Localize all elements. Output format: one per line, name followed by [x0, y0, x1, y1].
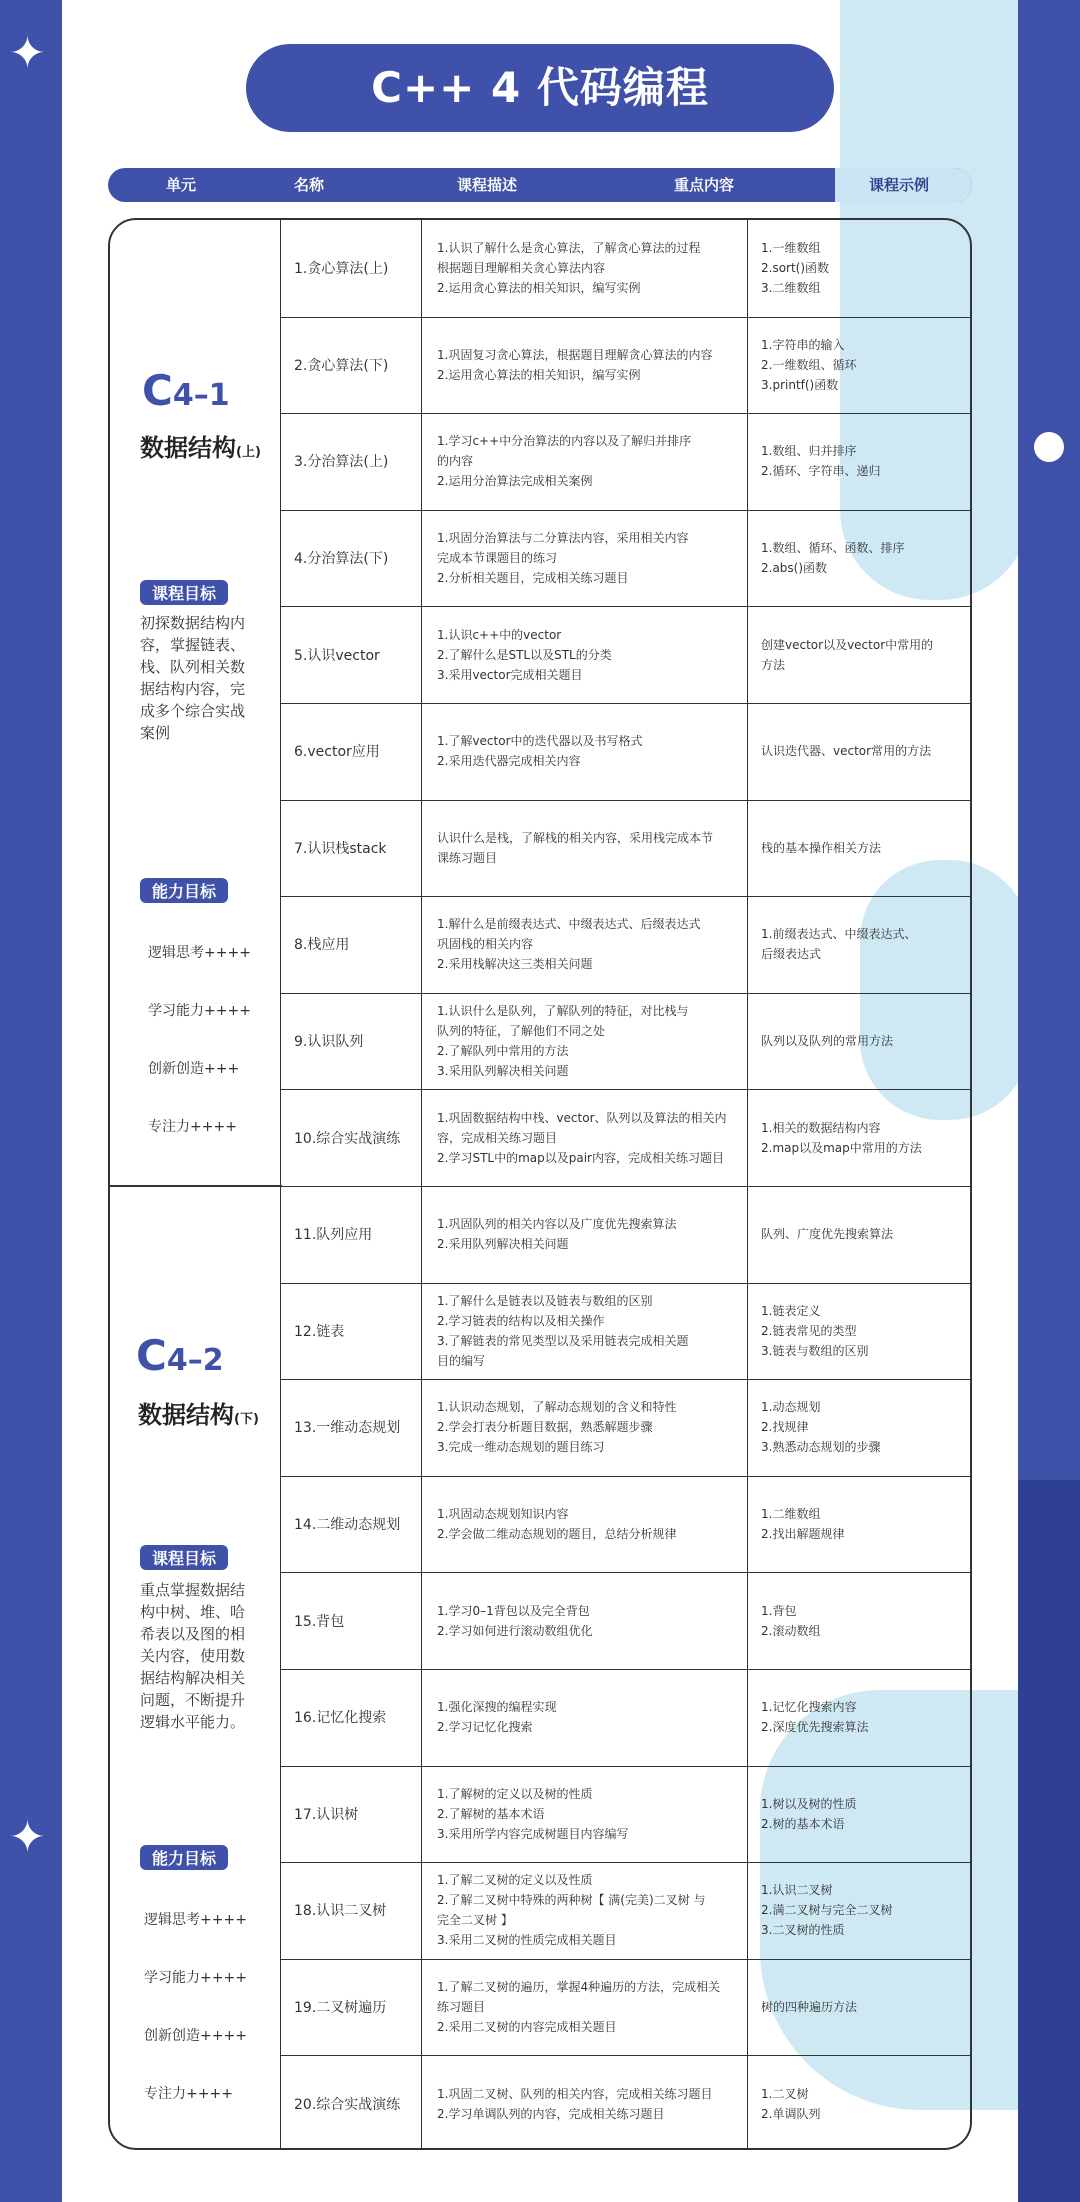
lesson-key-text: 栈的基本操作相关方法 — [761, 840, 882, 855]
lesson-desc — [421, 1766, 747, 1863]
lesson-key-text: 1.数组、归并排序 2.循环、字符串、递归 — [761, 444, 881, 479]
lesson-desc — [421, 1089, 747, 1186]
lesson-name-text: 10.综合实战演练 — [294, 1130, 401, 1147]
lesson-key — [747, 1283, 972, 1380]
lesson-name — [280, 1766, 421, 1863]
lesson-key — [747, 1186, 972, 1283]
lesson-desc-text: 1.巩固分治算法与二分算法内容，采用相关内容 完成本节课题目的练习 2.分析相关题目，完成相关练习题目 — [437, 531, 689, 586]
ability-goal-tag: 能力目标 — [140, 1845, 228, 1870]
lesson-key-text: 认识迭代器、vector常用的方法 — [761, 744, 932, 759]
lesson-key — [747, 2055, 972, 2150]
lesson-name-text: 4.分治算法(下) — [294, 551, 389, 568]
lesson-key-text: 1.二维数组 2.找出解题规律 — [761, 1507, 845, 1542]
lesson-name-text: 20.综合实战演练 — [294, 2096, 401, 2113]
lesson-name — [280, 896, 421, 993]
unit-title: 数据结构(下) — [138, 1401, 259, 1429]
lesson-name — [280, 1089, 421, 1186]
lesson-key — [747, 703, 972, 800]
header-name: 名称 — [293, 176, 325, 194]
sparkle-star-icon: ✦ — [9, 1812, 46, 1863]
unit-code: C4–1 — [142, 366, 230, 415]
ability-item: 专注力++++ — [148, 1119, 237, 1135]
lesson-desc-text: 1.了解二叉树的定义以及性质 2.了解二叉树中特殊的两种树【 满(完美)二叉树 与 完全二叉树 】 3.采用二叉树的性质完成相关题目 — [437, 1873, 706, 1948]
lesson-key-text: 1.记忆化搜索内容 2.深度优先搜索算法 — [761, 1700, 869, 1735]
lesson-desc-text: 1.学习c++中分治算法的内容以及了解归并排序 的内容 2.运用分治算法完成相关案例 — [437, 434, 692, 489]
lesson-name-text: 12.链表 — [294, 1323, 345, 1340]
lesson-key — [747, 1766, 972, 1863]
ability-item: 逻辑思考++++ — [148, 945, 251, 961]
lesson-key-text: 1.相关的数据结构内容 2.map以及map中常用的方法 — [761, 1120, 922, 1155]
lesson-key-text: 1.背包 2.滚动数组 — [761, 1603, 821, 1638]
lesson-key — [747, 896, 972, 993]
lesson-key-text: 创建vector以及vector中常用的 方法 — [761, 637, 934, 672]
lesson-name-text: 9.认识队列 — [294, 1034, 364, 1051]
lesson-name-text: 13.一维动态规划 — [294, 1420, 401, 1437]
lesson-desc-text: 1.了解树的定义以及树的性质 2.了解树的基本术语 3.采用所学内容完成树题目内容编写 — [437, 1786, 629, 1841]
lesson-name-text: 18.认识二叉树 — [294, 1903, 387, 1920]
page-title: C++ 4 代码编程 — [246, 44, 834, 132]
lesson-key-text: 树的四种遍历方法 — [761, 2000, 858, 2015]
lesson-name-text: 19.二叉树遍历 — [294, 2000, 387, 2017]
ability-list — [148, 910, 251, 1171]
lesson-name — [280, 2055, 421, 2150]
lesson-name — [280, 1379, 421, 1476]
lesson-name-text: 17.认识树 — [294, 1806, 359, 1823]
lesson-name — [280, 993, 421, 1090]
left-decor-band — [0, 0, 62, 2202]
lesson-desc — [421, 220, 747, 317]
lesson-key — [747, 606, 972, 703]
lesson-desc — [421, 1379, 747, 1476]
lesson-desc — [421, 413, 747, 510]
ability-item: 逻辑思考++++ — [144, 1912, 247, 1928]
ability-list — [144, 1877, 247, 2138]
lesson-desc-text: 认识什么是栈，了解栈的相关内容，采用栈完成本节 课练习题目 — [437, 830, 714, 865]
lesson-name-text: 8.栈应用 — [294, 937, 350, 954]
lesson-key — [747, 800, 972, 897]
lesson-desc-text: 1.学习0–1背包以及完全背包 2.学习如何进行滚动数组优化 — [437, 1603, 593, 1638]
lesson-name — [280, 1283, 421, 1380]
unit-title: 数据结构(上) — [140, 434, 261, 462]
lesson-key — [747, 1476, 972, 1573]
lesson-key — [747, 510, 972, 607]
lesson-desc-text: 1.巩固动态规划知识内容 2.学会做二维动态规划的题目，总结分析规律 — [437, 1507, 677, 1542]
lesson-name — [280, 317, 421, 414]
lesson-desc — [421, 1959, 747, 2056]
header-example: 课程示例 — [869, 176, 930, 194]
lesson-name — [280, 413, 421, 510]
ability-item: 学习能力++++ — [148, 1003, 251, 1019]
course-table — [108, 218, 972, 2150]
lesson-key — [747, 1862, 972, 1959]
course-goal-tag: 课程目标 — [140, 1545, 228, 1570]
header-key: 重点内容 — [673, 176, 735, 194]
lesson-key-text: 队列、广度优先搜索算法 — [761, 1227, 894, 1242]
lesson-key — [747, 1959, 972, 2056]
lesson-desc-text: 1.巩固队列的相关内容以及广度优先搜索算法 2.采用队列解决相关问题 — [437, 1217, 677, 1252]
lesson-desc-text: 1.认识了解什么是贪心算法，了解贪心算法的过程 根据题目理解相关贪心算法内容 2.运用贪心算法的相关知识，编写实例 — [437, 241, 701, 296]
course-goal-text: 重点掌握数据结构中树、堆、哈希表以及图的相关内容，使用数据结构解决相关问题，不断提升逻辑水平能力。 — [140, 1581, 246, 1731]
lesson-name — [280, 1572, 421, 1669]
lesson-desc — [421, 1476, 747, 1573]
ability-item: 学习能力++++ — [144, 1970, 247, 1986]
right-decor-band-dark — [1018, 1480, 1080, 2202]
lesson-key-text: 1.动态规划 2.找规律 3.熟悉动态规划的步骤 — [761, 1400, 881, 1455]
lesson-name-text: 5.认识vector — [294, 647, 380, 664]
unit-c4-2 — [110, 1185, 282, 2150]
lesson-key-text: 1.树以及树的性质 2.树的基本术语 — [761, 1796, 857, 1831]
lesson-desc — [421, 1572, 747, 1669]
lesson-key — [747, 317, 972, 414]
lesson-desc — [421, 2055, 747, 2150]
lesson-name — [280, 1862, 421, 1959]
lesson-desc-text: 1.巩固数据结构中栈、vector、队列以及算法的相关内 容，完成相关练习题目 2.学习STL中的map以及pair内容，完成相关练习题目 — [437, 1110, 727, 1165]
lesson-key-text: 1.字符串的输入 2.一维数组、循环 3.printf()函数 — [761, 337, 857, 392]
lesson-desc-text: 1.解什么是前缀表达式、中缀表达式、后缀表达式 巩固栈的相关内容 2.采用栈解决这三类相关问题 — [437, 917, 701, 972]
lesson-desc-text: 1.巩固复习贪心算法，根据题目理解贪心算法的内容 2.运用贪心算法的相关知识，编写实例 — [437, 347, 713, 382]
ability-item: 专注力++++ — [144, 2086, 233, 2102]
ability-item: 创新创造+++ — [148, 1061, 240, 1077]
lesson-key — [747, 993, 972, 1090]
lesson-key — [747, 1379, 972, 1476]
lesson-key — [747, 220, 972, 317]
lesson-key — [747, 413, 972, 510]
lesson-desc — [421, 606, 747, 703]
lesson-key-text: 1.认识二叉树 2.满二叉树与完全二叉树 3.二叉树的性质 — [761, 1883, 893, 1938]
lesson-desc-text: 1.了解vector中的迭代器以及书写格式 2.采用迭代器完成相关内容 — [437, 734, 643, 769]
lesson-key-text: 1.一维数组 2.sort()函数 3.二维数组 — [761, 241, 830, 296]
lesson-desc-text: 1.认识c++中的vector 2.了解什么是STL以及STL的分类 3.采用vector完成相关题目 — [437, 627, 612, 682]
lesson-desc — [421, 703, 747, 800]
lesson-name — [280, 800, 421, 897]
lesson-name — [280, 1959, 421, 2056]
lesson-key — [747, 1669, 972, 1766]
ability-goal-tag: 能力目标 — [140, 878, 228, 903]
lesson-desc — [421, 1862, 747, 1959]
lesson-name-text: 2.贪心算法(下) — [294, 357, 389, 374]
lesson-desc-text: 1.认识动态规划，了解动态规划的含义和特性 2.学会打表分析题目数据，熟悉解题步骤 3.完成一维动态规划的题目练习 — [437, 1400, 677, 1455]
lesson-key-text: 1.二叉树 2.单调队列 — [761, 2086, 821, 2121]
lesson-name — [280, 510, 421, 607]
lesson-name — [280, 606, 421, 703]
lesson-name — [280, 1669, 421, 1766]
lesson-name-text: 1.贪心算法(上) — [294, 261, 389, 278]
lesson-name-text: 14.二维动态规划 — [294, 1517, 401, 1534]
lesson-desc-text: 1.认识什么是队列，了解队列的特征，对比栈与 队列的特征，了解他们不同之处 2.了解队列中常用的方法 3.采用队列解决相关问题 — [437, 1004, 689, 1079]
lesson-name — [280, 220, 421, 317]
lesson-key-text: 队列以及队列的常用方法 — [761, 1034, 894, 1049]
lesson-key-text: 1.数组、循环、函数、排序 2.abs()函数 — [761, 541, 905, 576]
lesson-name-text: 6.vector应用 — [294, 744, 380, 761]
lesson-name — [280, 703, 421, 800]
course-goal-text: 初探数据结构内容，掌握链表、栈、队列相关数据结构内容，完成多个综合实战案例 — [140, 614, 246, 742]
lesson-desc-text: 1.巩固二叉树、队列的相关内容，完成相关练习题目 2.学习单调队列的内容，完成相关练习题目 — [437, 2086, 713, 2121]
lesson-name-text: 3.分治算法(上) — [294, 454, 389, 471]
lesson-key — [747, 1089, 972, 1186]
lesson-desc — [421, 1669, 747, 1766]
header-desc: 课程描述 — [456, 176, 518, 194]
lesson-key-text: 1.链表定义 2.链表常见的类型 3.链表与数组的区别 — [761, 1303, 869, 1358]
ability-item: 创新创造++++ — [144, 2028, 247, 2044]
lesson-name-text: 7.认识栈stack — [294, 840, 387, 857]
header-example-highlight — [835, 168, 972, 202]
header-unit: 单元 — [165, 176, 197, 194]
lesson-desc-text: 1.了解二叉树的遍历，掌握4种遍历的方法，完成相关 练习题目 2.采用二叉树的内容完成相关题目 — [437, 1980, 721, 2035]
lesson-name-text: 15.背包 — [294, 1613, 345, 1630]
lesson-name — [280, 1476, 421, 1573]
lesson-desc-text: 1.强化深搜的编程实现 2.学习记忆化搜索 — [437, 1700, 557, 1735]
lesson-key — [747, 1572, 972, 1669]
lesson-key-text: 1.前缀表达式、中缀表达式、 后缀表达式 — [761, 927, 917, 962]
lesson-name — [280, 1186, 421, 1283]
sparkle-star-icon: ✦ — [9, 28, 46, 79]
lesson-desc — [421, 317, 747, 414]
lesson-desc-text: 1.了解什么是链表以及链表与数组的区别 2.学习链表的结构以及相关操作 3.了解链表的常见类型以及采用链表完成相关题 目的编写 — [437, 1293, 689, 1368]
lesson-desc — [421, 1283, 747, 1380]
lesson-name-text: 11.队列应用 — [294, 1227, 373, 1244]
unit-code: C4–2 — [136, 1331, 224, 1380]
lesson-desc — [421, 510, 747, 607]
lesson-desc — [421, 800, 747, 897]
lesson-desc — [421, 1186, 747, 1283]
lesson-desc — [421, 896, 747, 993]
unit-c4-1 — [110, 220, 282, 1185]
course-goal-tag: 课程目标 — [140, 580, 228, 605]
lesson-desc — [421, 993, 747, 1090]
circle-dot-icon — [1034, 432, 1064, 462]
lesson-name-text: 16.记忆化搜索 — [294, 1710, 387, 1727]
